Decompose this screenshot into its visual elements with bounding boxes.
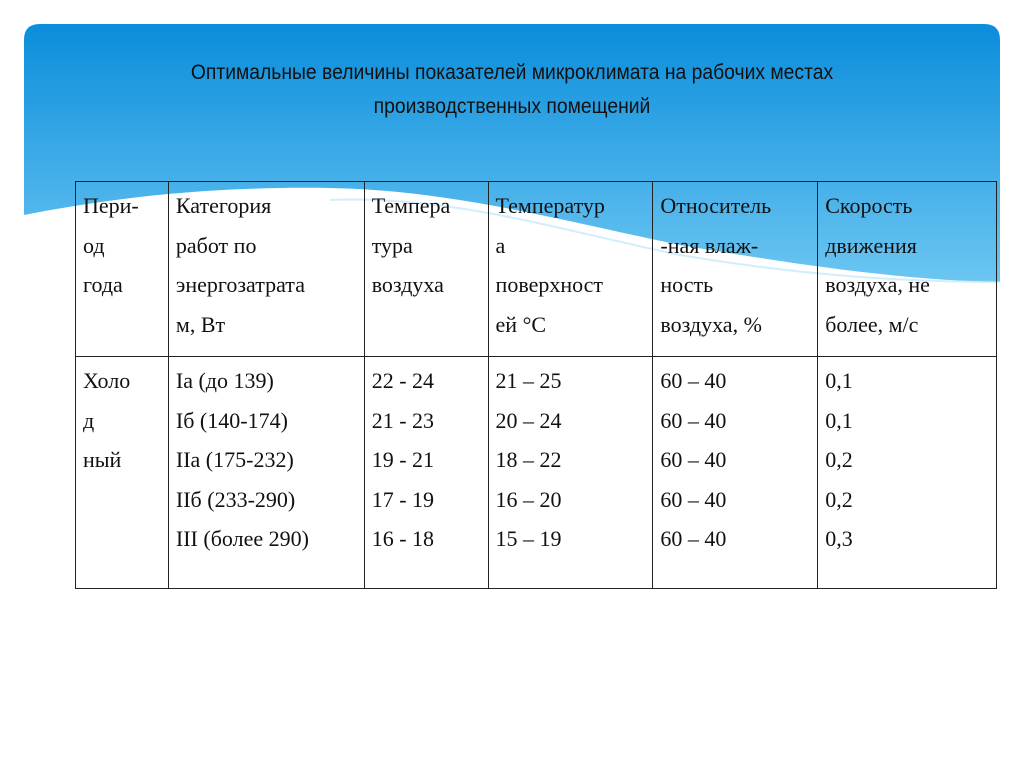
- cell-text-line: м, Вт: [175, 311, 226, 337]
- cell-text-line: Холо: [83, 368, 131, 393]
- cell-text-line: 21 – 25: [495, 368, 562, 393]
- cell-text-line: 0,3: [825, 526, 853, 551]
- cell-text-line: Относитель: [660, 193, 772, 218]
- cell-text-line: 19 - 21: [371, 447, 435, 472]
- header-surface-temp: [488, 182, 653, 357]
- cell-text-line: работ по: [175, 232, 257, 258]
- cell-text-line: ность: [660, 272, 714, 297]
- cell-text-line: 0,2: [825, 447, 853, 472]
- cell-text-line: 16 - 18: [371, 526, 435, 551]
- title-line-2: производственных помещений: [373, 95, 651, 118]
- cell-text-line: энергозатрата: [175, 272, 305, 297]
- header-row: [76, 182, 997, 357]
- title-line-1: Оптимальные величины показателей микроклимата на рабочих местах: [190, 61, 834, 84]
- table-row: [76, 357, 997, 589]
- cell-text-line: а: [495, 232, 506, 258]
- cell-text-line: од: [83, 232, 105, 258]
- cell-text-line: 16 – 20: [495, 486, 562, 512]
- header-air-speed: [818, 182, 997, 357]
- cell-text-line: ный: [83, 447, 122, 472]
- cell-text-line: 60 – 40: [660, 368, 727, 393]
- cell-text-line: 18 – 22: [495, 447, 562, 472]
- cell-text-line: 0,1: [825, 407, 853, 433]
- cell-text-line: 0,2: [825, 486, 853, 512]
- cell-humidity: [653, 357, 818, 589]
- cell-text-line: 60 – 40: [660, 407, 727, 433]
- cell-text-line: Скорость: [825, 193, 913, 218]
- header-humidity: [653, 182, 818, 357]
- cell-text-line: воздуха, %: [660, 311, 762, 337]
- cell-text-line: воздуха: [371, 272, 444, 297]
- cell-air-speed: [818, 357, 997, 589]
- cell-text-line: 60 – 40: [660, 486, 727, 512]
- header-air-temp: [364, 182, 488, 357]
- cell-text-line: поверхност: [495, 272, 604, 297]
- cell-air-temp: [364, 357, 488, 589]
- header-period: [76, 182, 169, 357]
- cell-surface-temp: [488, 357, 653, 589]
- cell-text-line: ей °С: [495, 311, 547, 337]
- cell-period: [76, 357, 169, 589]
- cell-text-line: воздуха, не: [825, 272, 930, 297]
- cell-text-line: IIб (233-290): [175, 486, 296, 512]
- cell-text-line: Темпера: [371, 193, 451, 218]
- cell-text-line: 20 – 24: [495, 407, 562, 433]
- cell-text-line: 60 – 40: [660, 447, 727, 472]
- cell-category: [168, 357, 364, 589]
- slide-title: [78, 56, 946, 124]
- cell-text-line: года: [83, 272, 123, 297]
- cell-text-line: д: [83, 407, 95, 433]
- cell-text-line: Температур: [495, 193, 605, 218]
- cell-text-line: 60 – 40: [660, 526, 727, 551]
- cell-text-line: Пери-: [83, 193, 139, 218]
- cell-text-line: 17 - 19: [371, 486, 435, 512]
- cell-text-line: Iа (до 139): [175, 368, 274, 393]
- cell-text-line: -ная влаж-: [660, 232, 759, 258]
- cell-text-line: 21 - 23: [371, 407, 435, 433]
- cell-text-line: движения: [825, 232, 917, 258]
- cell-text-line: 15 – 19: [495, 526, 562, 551]
- microclimate-table: [75, 181, 997, 589]
- cell-text-line: тура: [371, 232, 413, 258]
- cell-text-line: 22 - 24: [371, 368, 435, 393]
- cell-text-line: III (более 290): [175, 526, 309, 551]
- cell-text-line: более, м/с: [825, 311, 919, 337]
- cell-text-line: IIа (175-232): [175, 447, 294, 472]
- cell-text-line: Категория: [175, 193, 272, 218]
- cell-text-line: 0,1: [825, 368, 853, 393]
- header-category: [168, 182, 364, 357]
- cell-text-line: Iб (140-174): [175, 407, 288, 433]
